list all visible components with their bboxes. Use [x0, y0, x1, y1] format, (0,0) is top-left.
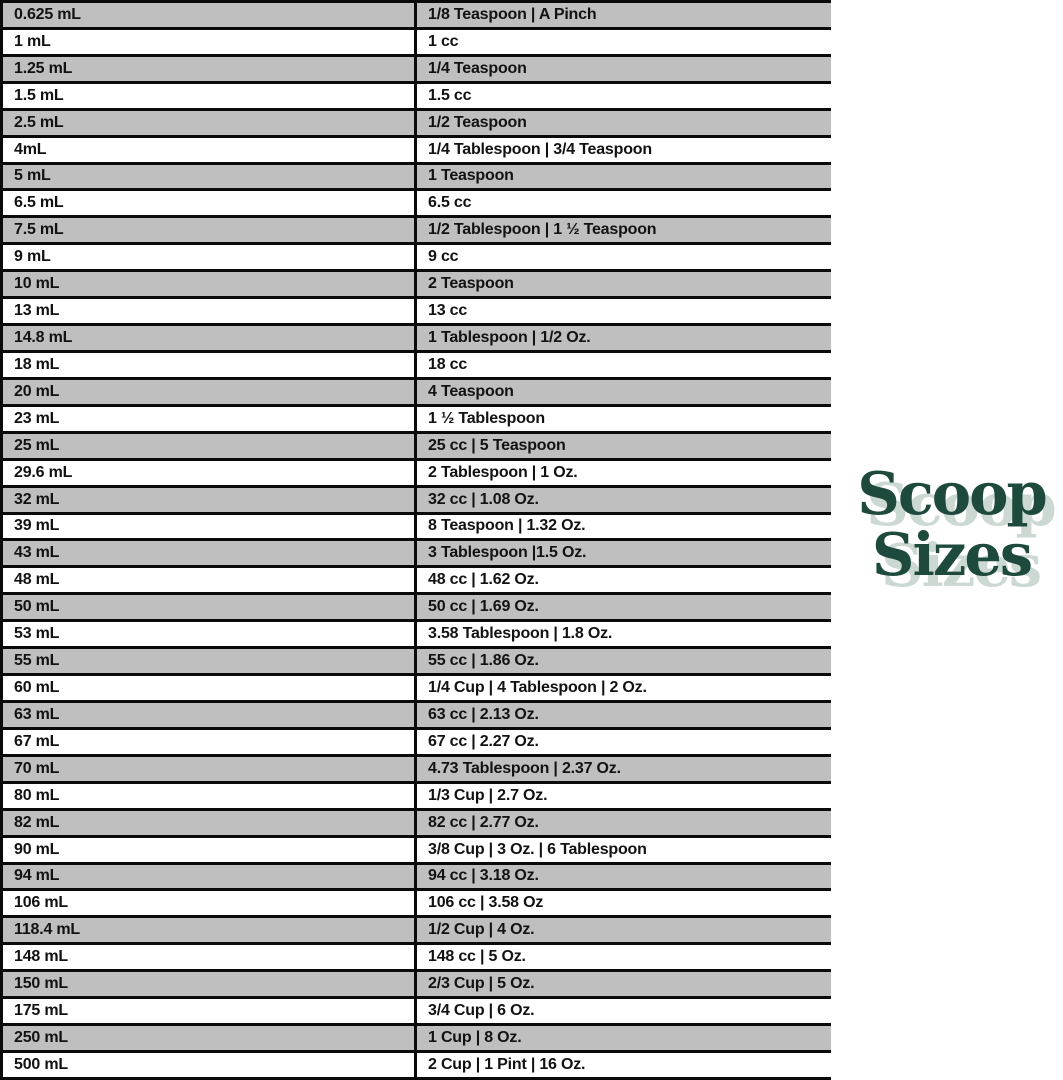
ml-cell: 39 mL [3, 515, 417, 539]
ml-cell: 94 mL [3, 865, 417, 889]
ml-cell: 63 mL [3, 703, 417, 727]
ml-cell: 9 mL [3, 245, 417, 269]
ml-cell: 1 mL [3, 30, 417, 54]
table-row [3, 622, 831, 649]
logo-line-1: Scoop [857, 459, 1046, 528]
equivalent-cell: 6.5 cc [428, 194, 472, 212]
equivalent-cell: 1 cc [428, 32, 459, 50]
table-row [3, 272, 831, 299]
table-row [3, 515, 831, 542]
table-row [3, 407, 831, 434]
ml-cell: 2.5 mL [3, 111, 417, 135]
equivalent-cell: 63 cc | 2.13 Oz. [428, 705, 539, 723]
table-row [3, 945, 831, 972]
equivalent-cell: 48 cc | 1.62 Oz. [428, 571, 539, 589]
equivalent-cell: 1/2 Teaspoon [428, 113, 527, 131]
logo-line-2: Sizes [871, 520, 1032, 589]
ml-cell: 106 mL [3, 891, 417, 915]
equivalent-cell: 1/4 Cup | 4 Tablespoon | 2 Oz. [428, 679, 647, 696]
equivalent-cell: 1/4 Teaspoon [428, 59, 527, 77]
table-row [3, 703, 831, 730]
equivalent-cell: 67 cc | 2.27 Oz. [428, 732, 539, 750]
equivalent-cell: 3.58 Tablespoon | 1.8 Oz. [428, 625, 613, 643]
table-row [3, 757, 831, 784]
ml-cell: 0.625 mL [3, 3, 417, 27]
table-row [3, 541, 831, 568]
equivalent-cell: 13 cc [428, 302, 468, 320]
table-row [3, 326, 831, 353]
equivalent-cell: 50 cc | 1.69 Oz. [428, 598, 539, 616]
ml-cell: 118.4 mL [3, 918, 417, 942]
ml-cell: 23 mL [3, 407, 417, 431]
ml-cell: 1.5 mL [3, 84, 417, 108]
ml-cell: 53 mL [3, 622, 417, 646]
table-row [3, 838, 831, 865]
table-row [3, 380, 831, 407]
equivalent-cell: 1/4 Tablespoon | 3/4 Teaspoon [428, 140, 652, 158]
equivalent-cell: 1 ½ Tablespoon [428, 409, 545, 427]
ml-cell: 67 mL [3, 730, 417, 754]
equivalent-cell: 3/8 Cup | 3 Oz. | 6 Tablespoon [428, 840, 647, 858]
table-row [3, 138, 831, 165]
equivalent-cell: 9 cc [428, 248, 459, 266]
ml-cell: 18 mL [3, 353, 417, 377]
equivalent-cell: 25 cc | 5 Teaspoon [428, 436, 566, 454]
ml-cell: 7.5 mL [3, 218, 417, 242]
equivalent-cell: 18 cc [428, 355, 468, 373]
table-row [3, 3, 831, 30]
table-row [3, 568, 831, 595]
table-row [3, 111, 831, 138]
table-row [3, 461, 831, 488]
table-row [3, 784, 831, 811]
table-row [3, 676, 831, 703]
table-row [3, 84, 831, 111]
equivalent-cell: 4.73 Tablespoon | 2.37 Oz. [428, 759, 621, 777]
equivalent-cell: 1.5 cc [428, 86, 472, 104]
equivalent-cell: 2/3 Cup | 5 Oz. [428, 975, 535, 993]
equivalent-cell: 2 Tablespoon | 1 Oz. [428, 463, 578, 481]
table-row [3, 434, 831, 461]
table-row [3, 191, 831, 218]
ml-cell: 82 mL [3, 811, 417, 835]
equivalent-cell: 1/2 Tablespoon | 1 ½ Teaspoon [428, 221, 657, 239]
logo [840, 459, 1063, 589]
table-row [3, 649, 831, 676]
ml-cell: 500 mL [3, 1053, 417, 1077]
equivalent-cell: 148 cc | 5 Oz. [428, 948, 526, 966]
equivalent-cell: 1 Teaspoon [428, 167, 514, 185]
equivalent-cell: 82 cc | 2.77 Oz. [428, 813, 539, 831]
table-row [3, 972, 831, 999]
table-row [3, 811, 831, 838]
table-row [3, 299, 831, 326]
table-row [3, 57, 831, 84]
table-row [3, 1026, 831, 1053]
table-row [3, 730, 831, 757]
ml-cell: 90 mL [3, 838, 417, 862]
equivalent-cell: 2 Cup | 1 Pint | 16 Oz. [428, 1055, 586, 1073]
table-row [3, 918, 831, 945]
ml-cell: 10 mL [3, 272, 417, 296]
equivalent-cell: 8 Teaspoon | 1.32 Oz. [428, 517, 586, 535]
equivalent-cell: 1 Tablespoon | 1/2 Oz. [428, 329, 591, 347]
ml-cell: 50 mL [3, 595, 417, 619]
ml-cell: 70 mL [3, 757, 417, 781]
ml-cell: 1.25 mL [3, 57, 417, 81]
ml-cell: 6.5 mL [3, 191, 417, 215]
equivalent-cell: 3 Tablespoon |1.5 Oz. [428, 544, 587, 562]
ml-cell: 13 mL [3, 299, 417, 323]
ml-cell: 29.6 mL [3, 461, 417, 485]
equivalent-cell: 106 cc | 3.58 Oz [428, 894, 544, 912]
table-row [3, 999, 831, 1026]
ml-cell: 43 mL [3, 541, 417, 565]
equivalent-cell: 55 cc | 1.86 Oz. [428, 652, 539, 670]
equivalent-cell: 1/3 Cup | 2.7 Oz. [428, 786, 548, 804]
ml-cell: 148 mL [3, 945, 417, 969]
table-row [3, 353, 831, 380]
equivalent-cell: 1/8 Teaspoon | A Pinch [428, 5, 597, 23]
table-row [3, 30, 831, 57]
equivalent-cell: 1/2 Cup | 4 Oz. [428, 921, 535, 939]
ml-cell: 60 mL [3, 676, 417, 700]
ml-cell: 32 mL [3, 488, 417, 512]
table-row [3, 245, 831, 272]
equivalent-cell: 3/4 Cup | 6 Oz. [428, 1002, 535, 1020]
ml-cell: 14.8 mL [3, 326, 417, 350]
ml-cell: 48 mL [3, 568, 417, 592]
equivalent-cell: 2 Teaspoon [428, 275, 514, 293]
table-row [3, 1053, 831, 1080]
ml-cell: 5 mL [3, 165, 417, 189]
ml-cell: 80 mL [3, 784, 417, 808]
ml-cell: 25 mL [3, 434, 417, 458]
table-row [3, 865, 831, 892]
equivalent-cell: 32 cc | 1.08 Oz. [428, 490, 539, 508]
ml-cell: 175 mL [3, 999, 417, 1023]
equivalent-cell: 4 Teaspoon [428, 382, 514, 400]
table-row [3, 488, 831, 515]
table-row [3, 595, 831, 622]
table-row [3, 891, 831, 918]
equivalent-cell: 94 cc | 3.18 Oz. [428, 867, 539, 885]
ml-cell: 55 mL [3, 649, 417, 673]
ml-cell: 150 mL [3, 972, 417, 996]
table-row [3, 165, 831, 192]
table-row [3, 218, 831, 245]
ml-cell: 20 mL [3, 380, 417, 404]
ml-cell: 250 mL [3, 1026, 417, 1050]
ml-cell: 4mL [3, 138, 417, 162]
equivalent-cell: 1 Cup | 8 Oz. [428, 1028, 522, 1046]
